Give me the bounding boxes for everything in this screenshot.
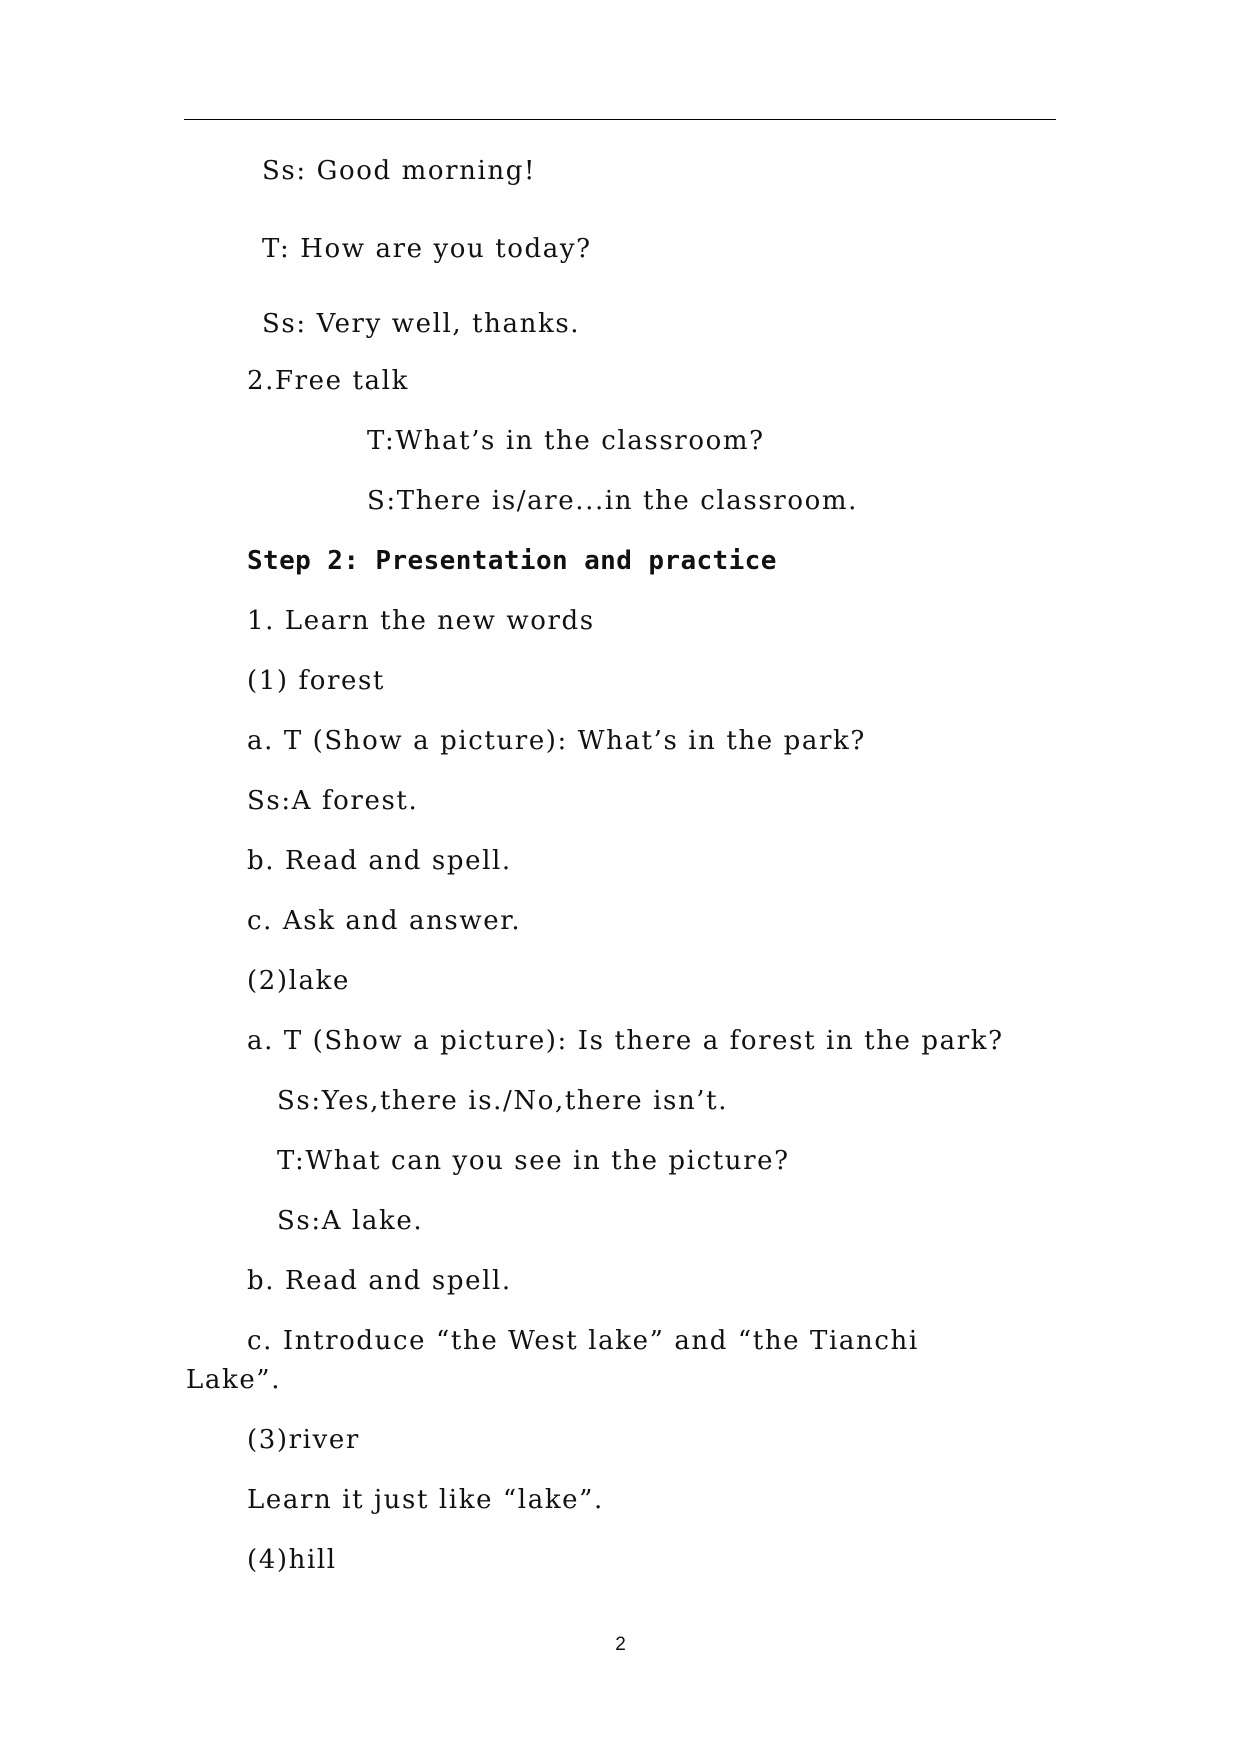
word-label: (2)lake xyxy=(247,966,350,996)
list-item: a. T (Show a picture): Is there a forest in the park? xyxy=(247,1026,1004,1056)
word-label: (4)hill xyxy=(247,1545,337,1575)
list-item-continuation: Lake”. xyxy=(186,1365,282,1395)
list-item: Learn it just like “lake”. xyxy=(247,1485,604,1515)
dialogue-line: Ss: Good morning! xyxy=(262,156,536,186)
list-item: c. Introduce “the West lake” and “the Tianchi xyxy=(247,1326,919,1356)
list-item: b. Read and spell. xyxy=(247,1266,512,1296)
dialogue-line: Ss:Yes,there is./No,there isn’t. xyxy=(277,1086,729,1116)
word-label: (3)river xyxy=(247,1425,360,1455)
list-item: Ss:A forest. xyxy=(247,786,419,816)
word-label: (1) forest xyxy=(247,666,385,696)
dialogue-line: Ss: Very well, thanks. xyxy=(262,309,581,339)
dialogue-line: S:There is/are...in the classroom. xyxy=(367,486,858,516)
section-heading: 2.Free talk xyxy=(247,366,409,396)
page-number: 2 xyxy=(615,1634,626,1655)
list-item: 1. Learn the new words xyxy=(247,606,595,636)
dialogue-line: T:What’s in the classroom? xyxy=(367,426,765,456)
dialogue-line: T:What can you see in the picture? xyxy=(277,1146,790,1176)
list-item: b. Read and spell. xyxy=(247,846,512,876)
list-item: c. Ask and answer. xyxy=(247,906,522,936)
list-item: a. T (Show a picture): What’s in the park? xyxy=(247,726,866,756)
dialogue-line: Ss:A lake. xyxy=(277,1206,424,1236)
step-heading: Step 2: Presentation and practice xyxy=(247,546,777,576)
header-rule xyxy=(184,119,1056,120)
dialogue-line: T: How are you today? xyxy=(262,234,592,264)
